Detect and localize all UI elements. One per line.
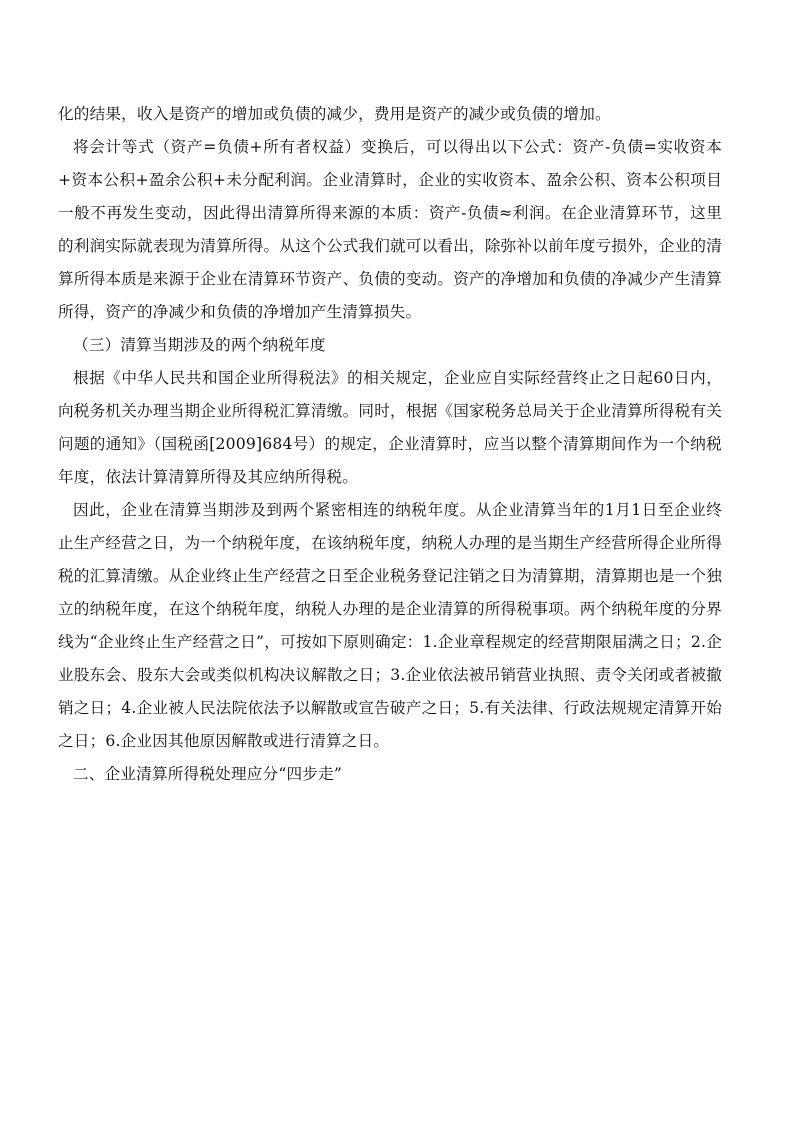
paragraph-continuation: 化的结果，收入是资产的增加或负债的减少，费用是资产的减少或负债的增加。 <box>58 105 611 123</box>
paragraph-accounting-equation: 将会计等式（资产=负债+所有者权益）变换后，可以得出以下公式：资产-负债=实收资本+资本公积+盈余公积+未分配利润。企业清算时，企业的实收资本、盈余公积、资本公积项目一般不再发生变动，因此得出清算所得来源的本质：资产-负债≈利润。在企业清算环节，这里的利润实际就表现为清算所得。从这个公式我们就可以看出，除弥补以前年度亏损外，企业的清算所得本质是来源于企业在清算环节资产、负债的变动。资产的净增加和负债的净减少产生清算所得，资产的净减少和负债的净增加产生清算损失。 <box>58 138 722 321</box>
section-heading-four-steps: 二、企业清算所得税处理应分“四步走” <box>73 765 343 783</box>
section-heading-two-tax-years: （三）清算当期涉及的两个纳税年度 <box>73 336 326 354</box>
paragraph-tax-years-boundary: 因此，企业在清算当期涉及到两个紧密相连的纳税年度。从企业清算当年的1月1日至企业终止生产经营之日，为一个纳税年度，在该纳税年度，纳税人办理的是当期生产经营所得企业所得税的汇算清缴。从企业终止生产经营之日至企业税务登记注销之日为清算期，清算期也是一个独立的纳税年度，在这个纳税年度，纳税人办理的是企业清算的所得税事项。两个纳税年度的分界线为“企业终止生产经营之日”，可按如下原则确定：1.企业章程规定的经营期限届满之日；2.企业股东会、股东大会或类似机构决议解散之日；3.企业依法被吊销营业执照、责令关闭或者被撤销之日；4.企业被人民法院依法予以解散或宣告破产之日；5.有关法律、行政法规规定清算开始之日；6.企业因其他原因解散或进行清算之日。 <box>58 501 722 750</box>
document-body <box>58 98 722 791</box>
paragraph-tax-law: 根据《中华人民共和国企业所得税法》的相关规定，企业应自实际经营终止之日起60日内，向税务机关办理当期企业所得税汇算清缴。同时，根据《国家税务总局关于企业清算所得税有关问题的通知》（国税函[2009]684号）的规定，企业清算时，应当以整个清算期间作为一个纳税年度，依法计算清算所得及其应纳所得税。 <box>58 369 722 486</box>
